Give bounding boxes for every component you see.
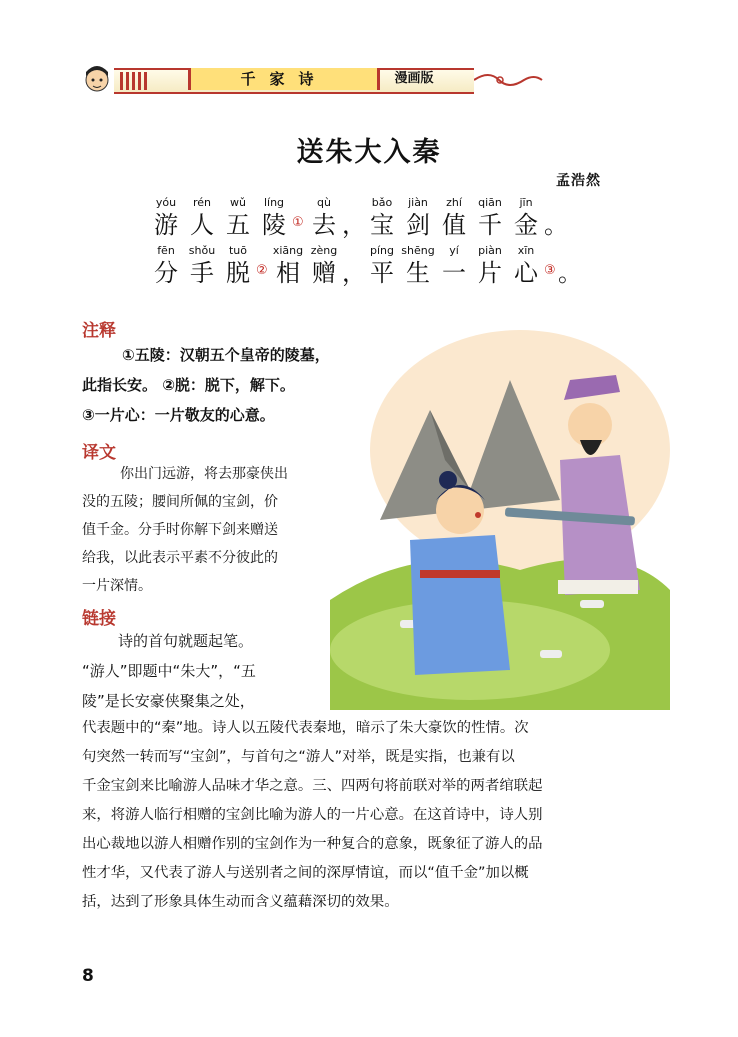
hanzi: 游	[154, 211, 178, 239]
poem-char	[364, 196, 400, 240]
hanzi: 脱	[226, 259, 250, 287]
poem-char	[184, 196, 220, 240]
link-line: 括，达到了形象具体生动而含义蕴藉深切的效果。	[82, 894, 399, 910]
translation-line: 一片深情。	[82, 578, 152, 594]
punctuation: ，	[342, 211, 366, 239]
hanzi: 生	[406, 259, 430, 287]
pinyin: xiāng	[272, 244, 304, 257]
poem-char	[472, 244, 508, 288]
link-line: 性才华，又代表了游人与送别者之间的深厚情谊，而以“值千金”加以概	[82, 865, 529, 881]
hanzi: 陵	[262, 211, 286, 239]
punctuation: ，	[342, 259, 366, 287]
notes-heading: 注释	[82, 321, 116, 341]
hanzi: 手	[190, 259, 214, 287]
link-line: 出心裁地以游人相赠作别的宝剑作为一种复合的意象，既象征了游人的品	[82, 836, 543, 852]
pinyin: piàn	[478, 244, 502, 257]
poem-char	[436, 244, 472, 288]
hanzi: 人	[190, 211, 214, 239]
hanzi: 千	[478, 211, 502, 239]
link-body-narrow	[82, 626, 322, 716]
pinyin: líng	[263, 196, 285, 209]
hanzi: 剑	[406, 211, 430, 239]
pinyin: zèng	[310, 244, 338, 257]
footnote-marker: ③	[544, 263, 556, 278]
link-heading: 链接	[82, 609, 116, 629]
poem-author: 孟浩然	[556, 173, 601, 189]
punctuation: 。	[558, 259, 582, 287]
pinyin: zhí	[446, 196, 462, 209]
link-body-wide	[82, 714, 652, 917]
poem-line-2	[148, 244, 580, 288]
two-scholars-sword-gift-illustration	[320, 320, 675, 710]
poem-char	[400, 196, 436, 240]
link-line: 代表题中的“秦”地。诗人以五陵代表秦地，暗示了朱大豪饮的性情。次	[82, 720, 529, 736]
header-ribbon	[82, 62, 482, 96]
poem-char	[508, 196, 544, 240]
pinyin: qiān	[478, 196, 502, 209]
translation-line: 值千金。分手时你解下剑来赠送	[82, 522, 278, 538]
poem-char	[270, 244, 306, 288]
hanzi: 平	[370, 259, 394, 287]
hanzi: 片	[478, 259, 502, 287]
series-title: 千家诗	[188, 68, 380, 90]
cartoon-face-icon	[82, 62, 112, 96]
pinyin: yí	[449, 244, 459, 257]
translation-line: 没的五陵；腰间所佩的宝剑，价	[82, 494, 278, 510]
poem-char	[400, 244, 436, 288]
pinyin: xīn	[517, 244, 535, 257]
link-line: 来，将游人临行相赠的宝剑比喻为游人的一片心意。在这首诗中，诗人别	[82, 807, 543, 823]
note-line: ①五陵：汉朝五个皇帝的陵墓，	[122, 346, 330, 364]
link-line: 诗的首句就题起笔。	[118, 632, 254, 650]
hanzi: 金	[514, 211, 538, 239]
swirl-ornament-icon	[474, 70, 544, 90]
link-line: 千金宝剑来比喻游人品味才华之意。三、四两句将前联对举的两者绾联起	[82, 778, 543, 794]
pinyin: shēng	[401, 244, 435, 257]
poem-char	[306, 244, 342, 288]
hanzi: 赠	[312, 259, 336, 287]
punctuation: 。	[544, 211, 568, 239]
footnote-marker: ②	[256, 263, 268, 278]
note-line: 此指长安。 ②脱：脱下，解下。	[82, 376, 295, 394]
pinyin: bǎo	[371, 196, 393, 209]
hanzi: 宝	[370, 211, 394, 239]
hanzi: 去	[312, 211, 336, 239]
translation-line: 给我，以此表示平素不分彼此的	[82, 550, 278, 566]
hanzi: 心	[514, 259, 538, 287]
translation-line: 你出门远游，将去那豪侠出	[120, 466, 288, 482]
pinyin: tuō	[228, 244, 247, 257]
poem-char	[220, 196, 256, 240]
footnote-marker: ①	[292, 215, 304, 230]
hanzi: 相	[276, 259, 300, 287]
pinyin: yóu	[155, 196, 177, 209]
poem-char	[256, 196, 292, 240]
hanzi: 一	[442, 259, 466, 287]
poem-title: 送朱大入秦	[296, 137, 442, 168]
poem-char	[220, 244, 256, 288]
poem-char	[148, 196, 184, 240]
hanzi: 值	[442, 211, 466, 239]
pinyin: jīn	[519, 196, 533, 209]
pinyin: wǔ	[230, 196, 246, 209]
poem-char	[436, 196, 472, 240]
link-line: 句突然一转而写“宝剑”，与首句之“游人”对举，既是实指，也兼有以	[82, 749, 515, 765]
poem-char	[508, 244, 544, 288]
poem-char	[364, 244, 400, 288]
pinyin: fēn	[157, 244, 175, 257]
pinyin: píng	[370, 244, 394, 257]
poem-char	[184, 244, 220, 288]
poem-line-1	[148, 196, 566, 240]
page-number: 8	[82, 966, 94, 986]
link-line: 陵”是长安豪侠聚集之处，	[82, 692, 255, 710]
pinyin: shǒu	[188, 244, 216, 257]
edition-label: 漫画版	[394, 71, 434, 86]
hanzi: 五	[226, 211, 250, 239]
pinyin: rén	[192, 196, 212, 209]
poem-char	[472, 196, 508, 240]
hanzi: 分	[154, 259, 178, 287]
pinyin: jiàn	[408, 196, 428, 209]
poem-char	[148, 244, 184, 288]
pinyin: qù	[317, 196, 331, 209]
poem-char	[306, 196, 342, 240]
translation-heading: 译文	[82, 443, 116, 463]
link-line: “游人”即题中“朱大”，“五	[82, 662, 256, 680]
note-line: ③一片心：一片敬友的心意。	[82, 406, 275, 424]
